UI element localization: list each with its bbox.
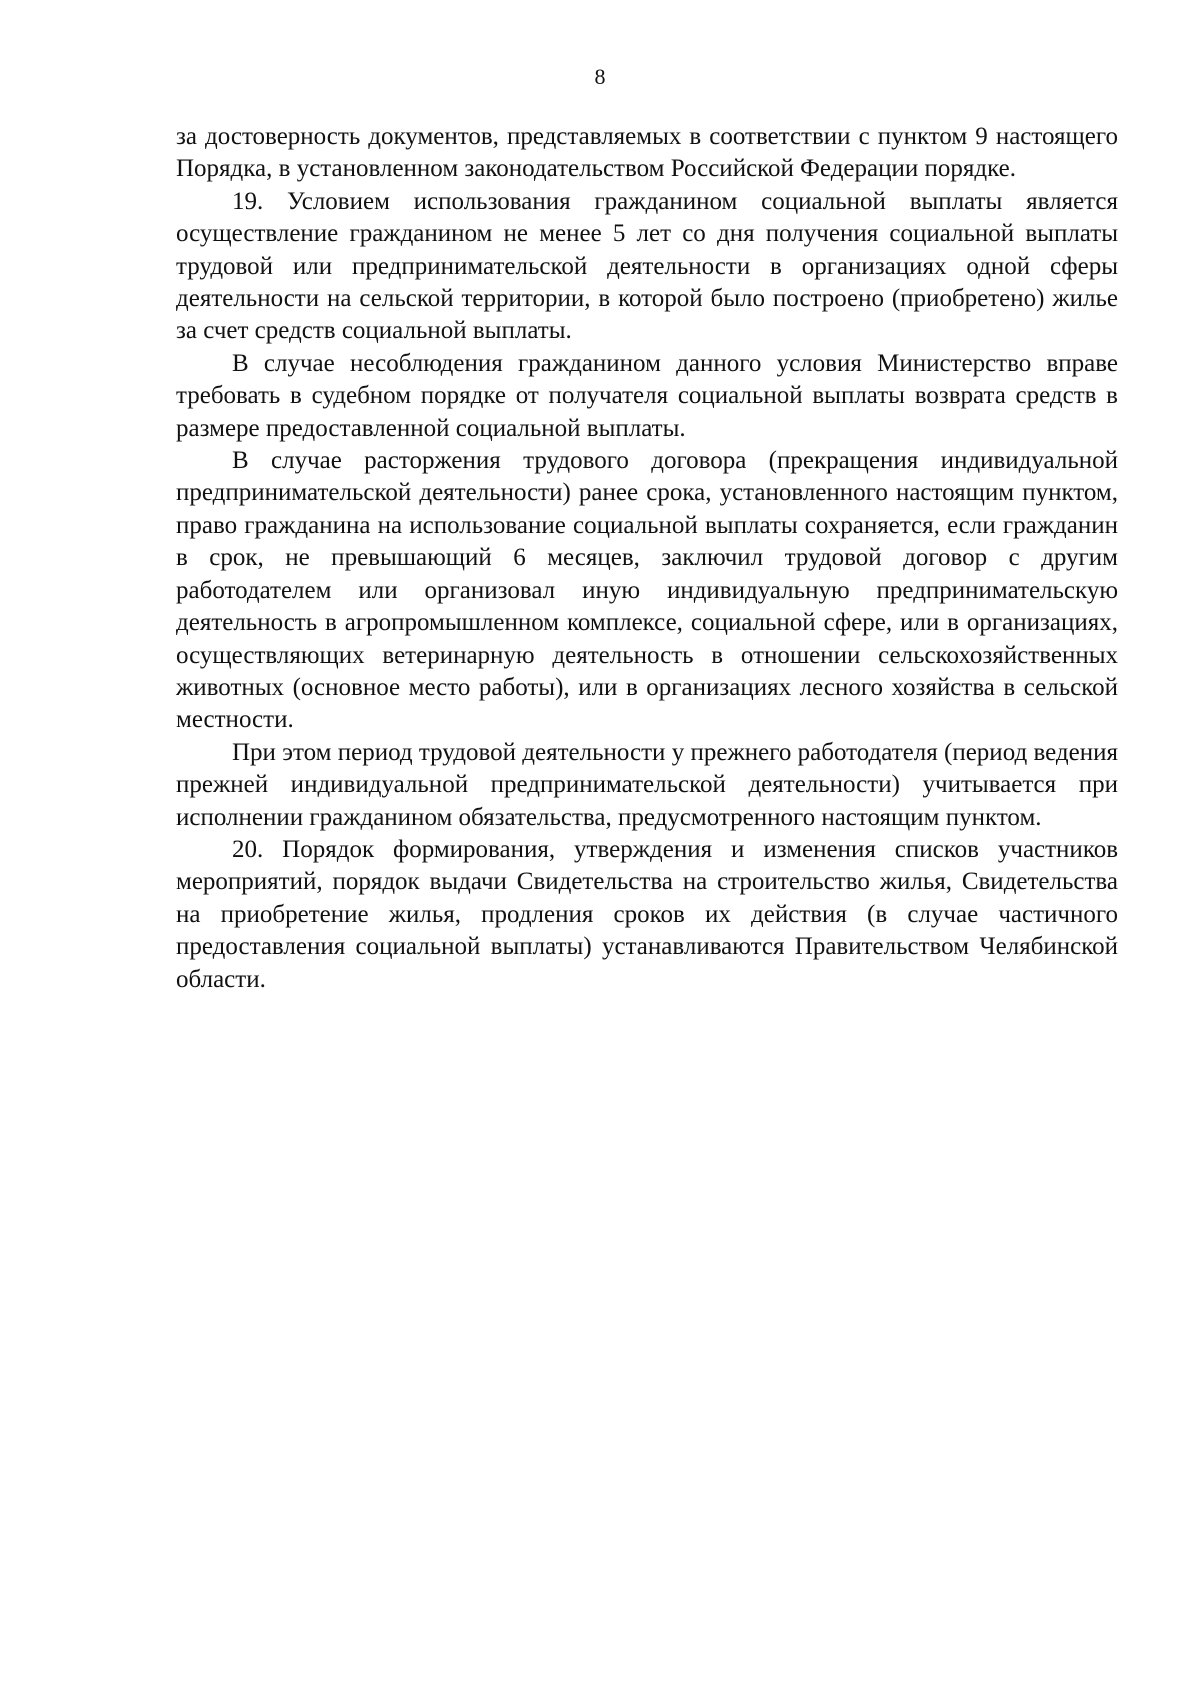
paragraph-contract-termination: В случае расторжения трудового договора (прекращения индивидуальной предпринимательской деятельности) ранее срока, установленного настоящим пунктом, право гражданина на использование социальной выплаты сохраняется, если гражданин в срок, не превышающий 6 месяцев, заключил трудовой договор с другим работодателем или организовал иную индивидуальную предпринимательскую деятельность в агропромышленном комплексе, социальной сфере, или в организациях, осуществляющих ветеринарную деятельность в отношении сельскохозяйственных животных (основное место работы), или в организациях лесного хозяйства в сельской местности. xyxy=(176,447,1118,734)
paragraph-continuation: за достоверность документов, представляемых в соответствии с пунктом 9 настоящего Порядка, в установленном законодательством Российской Федерации порядке. xyxy=(176,123,1118,183)
paragraph-employment-period: При этом период трудовой деятельности у прежнего работодателя (период ведения прежней индивидуальной предпринимательской деятельности) учитывается при исполнении гражданином обязательства, предусмотренного настоящим пунктом. xyxy=(176,738,1118,831)
paragraph-item-20: 20. Порядок формирования, утверждения и изменения списков участников мероприятий, порядок выдачи Свидетельства на строительство жилья, Свидетельства на приобретение жилья, продления сроков их действия (в случае частичного предоставления социальной выплаты) устанавливаются Правительством Челябинской области. xyxy=(176,835,1118,993)
document-body xyxy=(176,121,1118,996)
paragraph-non-compliance: В случае несоблюдения гражданином данного условия Министерство вправе требовать в судебном порядке от получателя социальной выплаты возврата средств в размере предоставленной социальной выплаты. xyxy=(176,349,1118,442)
page-number: 8 xyxy=(594,64,606,89)
paragraph-item-19: 19. Условием использования гражданином социальной выплаты является осуществление гражданином не менее 5 лет со дня получения социальной выплаты трудовой или предпринимательской деятельности в организациях одной сферы деятельности на сельской территории, в которой было построено (приобретено) жилье за счет средств социальной выплаты. xyxy=(176,187,1118,345)
